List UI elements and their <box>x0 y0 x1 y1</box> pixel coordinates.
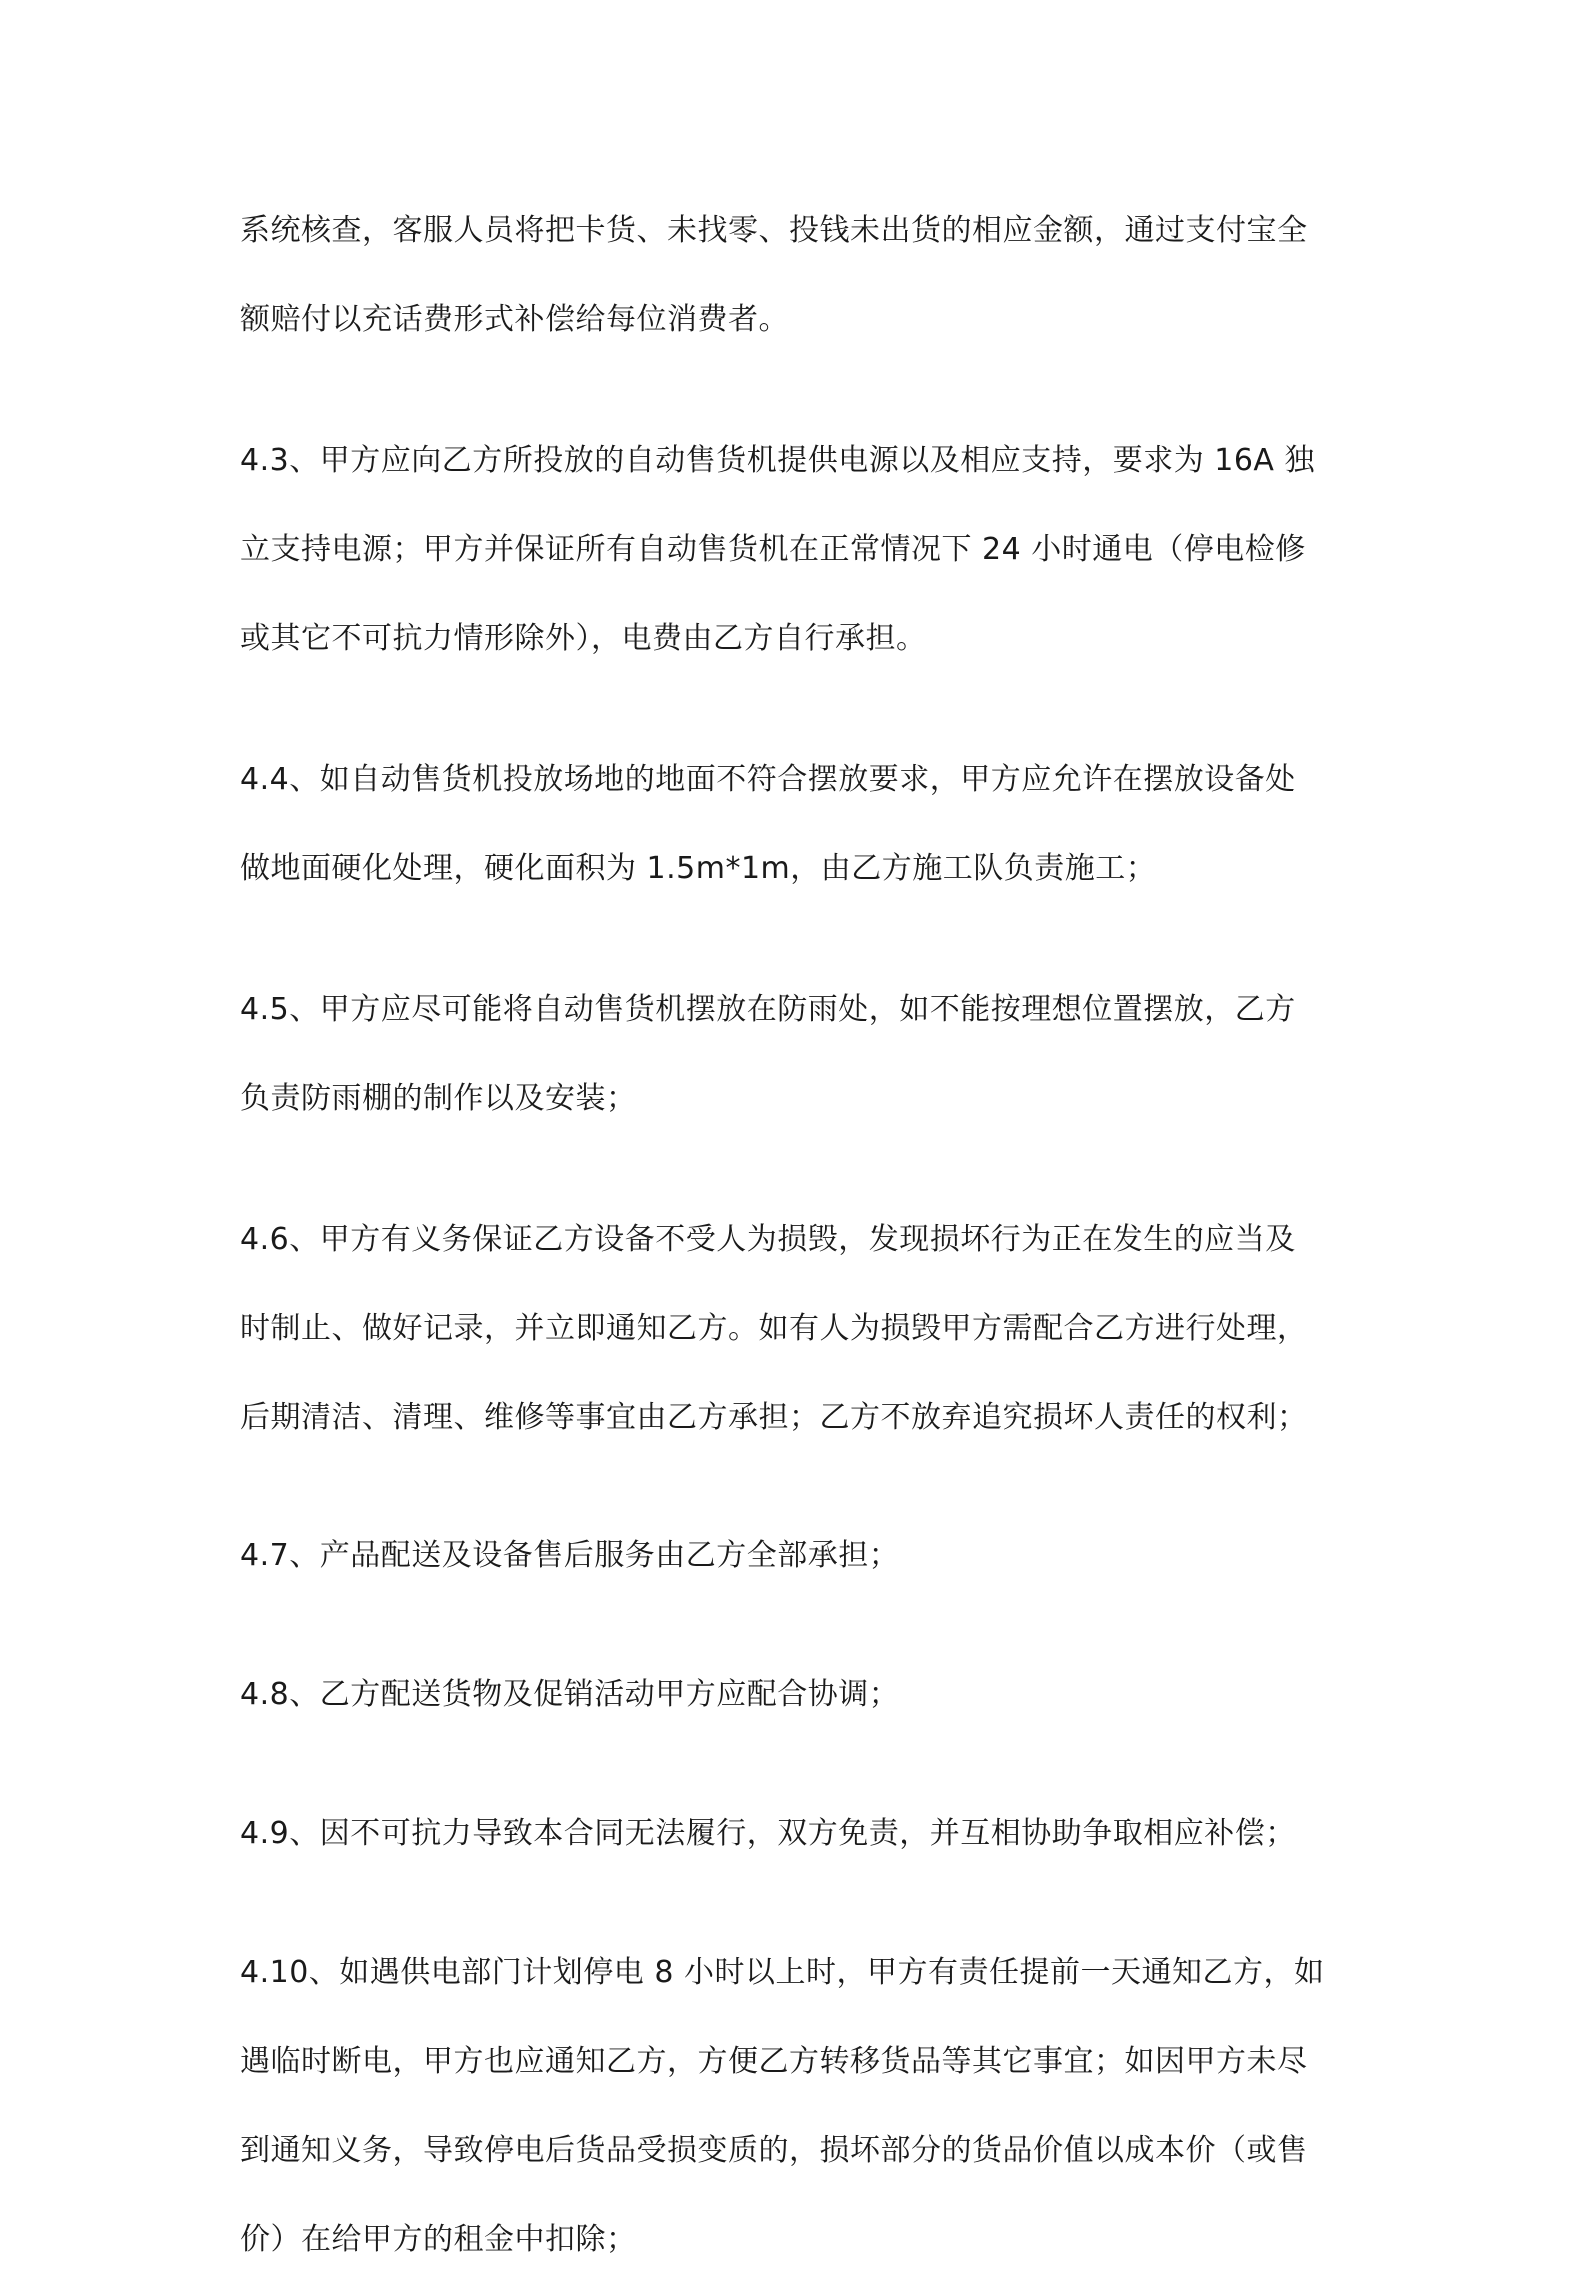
clause-4-4 <box>240 735 1360 913</box>
text-line: 4.4、如自动售货机投放场地的地面不符合摆放要求，甲方应允许在摆放设备处 <box>240 762 1296 797</box>
text-line: 后期清洁、清理、维修等事宜由乙方承担；乙方不放弃追究损坏人责任的权利； <box>240 1400 1308 1435</box>
clause-4-9 <box>240 1789 1360 1878</box>
text-line: 4.7、产品配送及设备售后服务由乙方全部承担； <box>240 1538 900 1573</box>
clause-4-10 <box>240 1928 1360 2284</box>
paragraph-continuation <box>240 186 1360 364</box>
clause-4-6 <box>240 1195 1360 1462</box>
text-line: 4.10、如遇供电部门计划停电 8 小时以上时，甲方有责任提前一天通知乙方，如 <box>240 1955 1325 1990</box>
text-line: 4.8、乙方配送货物及促销活动甲方应配合协调； <box>240 1677 900 1712</box>
text-line: 额赔付以充话费形式补偿给每位消费者。 <box>240 302 789 337</box>
text-line: 遇临时断电，甲方也应通知乙方，方便乙方转移货品等其它事宜；如因甲方未尽 <box>240 2044 1308 2079</box>
text-line: 4.9、因不可抗力导致本合同无法履行，双方免责，并互相协助争取相应补偿； <box>240 1816 1296 1851</box>
text-line: 时制止、做好记录，并立即通知乙方。如有人为损毁甲方需配合乙方进行处理， <box>240 1311 1308 1346</box>
text-line: 4.5、甲方应尽可能将自动售货机摆放在防雨处，如不能按理想位置摆放，乙方 <box>240 992 1296 1027</box>
text-line: 4.6、甲方有义务保证乙方设备不受人为损毁，发现损坏行为正在发生的应当及 <box>240 1222 1296 1257</box>
clause-4-3 <box>240 416 1360 683</box>
text-line: 到通知义务，导致停电后货品受损变质的，损坏部分的货品价值以成本价（或售 <box>240 2133 1308 2168</box>
text-line: 立支持电源；甲方并保证所有自动售货机在正常情况下 24 小时通电（停电检修 <box>240 532 1306 567</box>
text-line: 系统核查，客服人员将把卡货、未找零、投钱未出货的相应金额，通过支付宝全 <box>240 213 1308 248</box>
text-line: 负责防雨棚的制作以及安装； <box>240 1081 637 1116</box>
clause-4-8 <box>240 1650 1360 1739</box>
text-line: 或其它不可抗力情形除外），电费由乙方自行承担。 <box>240 621 927 656</box>
clause-4-7 <box>240 1511 1360 1600</box>
clause-4-5 <box>240 965 1360 1143</box>
text-line: 做地面硬化处理，硬化面积为 1.5m*1m，由乙方施工队负责施工； <box>240 851 1157 886</box>
text-line: 价）在给甲方的租金中扣除； <box>240 2222 637 2257</box>
text-line: 4.3、甲方应向乙方所投放的自动售货机提供电源以及相应支持，要求为 16A 独 <box>240 443 1315 478</box>
